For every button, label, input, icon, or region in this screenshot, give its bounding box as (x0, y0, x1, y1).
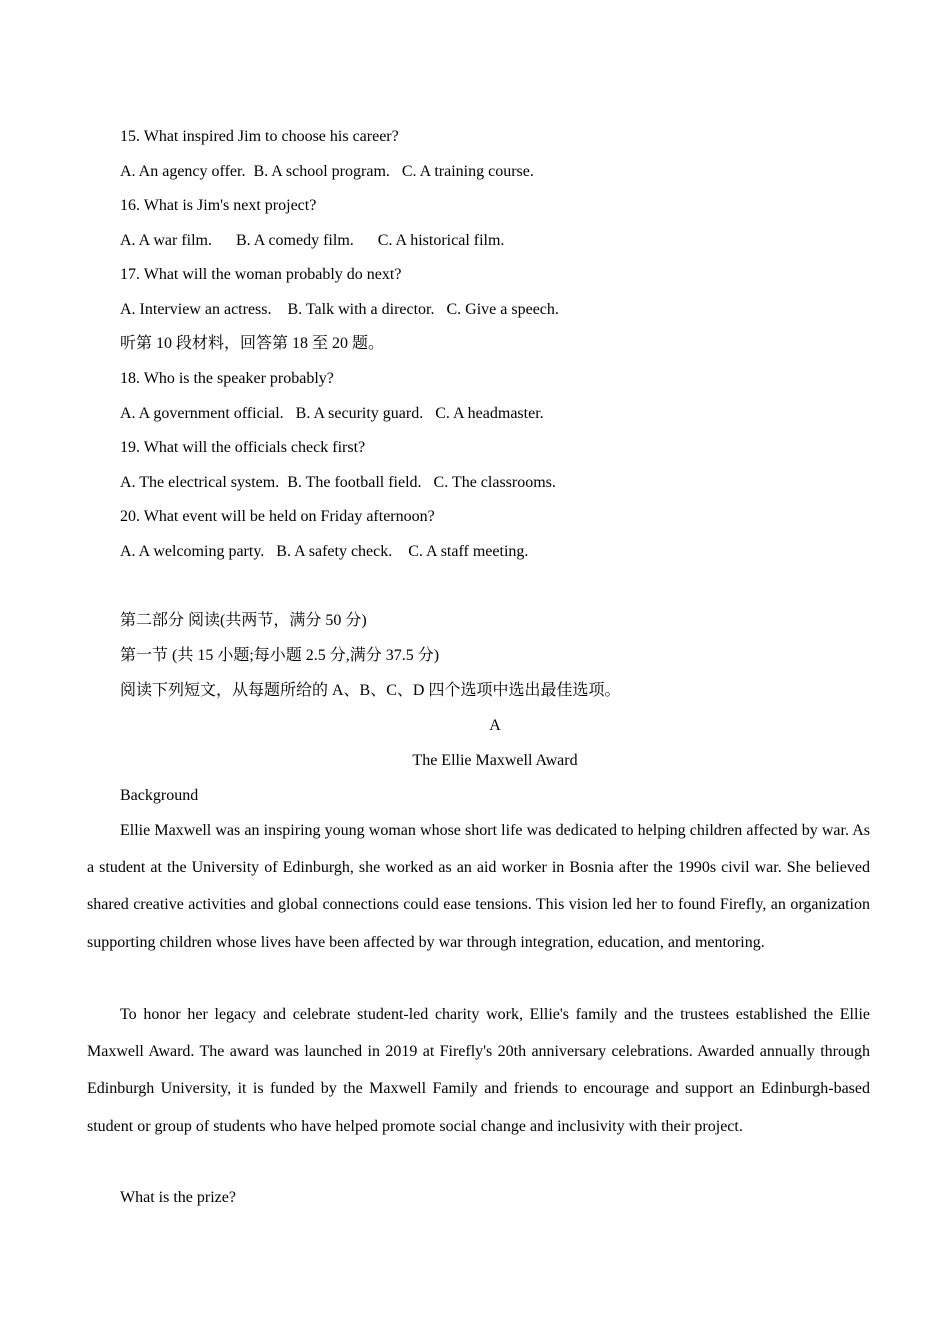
prize-heading: What is the prize? (120, 1189, 236, 1206)
question-18-options: A. A government official. B. A security guard. C. A headmaster. (120, 405, 544, 422)
question-16-options: A. A war film. B. A comedy film. C. A historical film. (120, 232, 505, 249)
reading-instruction: 阅读下列短文，从每题所给的 A、B、C、D 四个选项中选出最佳选项。 (120, 682, 621, 699)
section-one-title: 第一节 (共 15 小题;每小题 2.5 分,满分 37.5 分) (120, 647, 440, 664)
paragraph-background: Ellie Maxwell was an inspiring young woman whose short life was dedicated to helping children affected by war. As a student at the University of Edinburgh, she worked as an aid worker in Bosnia after the 1990s civil war. She believed shared creative activities and global connections could ease tensions. This vision led her to found Firefly, an organization supporting children whose lives have been affected by war through integration, education, and mentoring. (87, 822, 870, 951)
question-18: 18. Who is the speaker probably? (120, 370, 334, 387)
question-15-options: A. An agency offer. B. A school program. C. A training course. (120, 163, 534, 180)
question-17: 17. What will the woman probably do next? (120, 266, 402, 283)
passage-letter: A (489, 717, 501, 734)
background-heading: Background (120, 787, 199, 804)
question-16: 16. What is Jim's next project? (120, 197, 317, 214)
question-17-options: A. Interview an actress. B. Talk with a director. C. Give a speech. (120, 301, 559, 318)
question-20: 20. What event will be held on Friday afternoon? (120, 508, 435, 525)
question-19: 19. What will the officials check first? (120, 439, 366, 456)
passage-title: The Ellie Maxwell Award (412, 752, 578, 769)
section-10-instruction: 听第 10 段材料，回答第 18 至 20 题。 (120, 335, 385, 352)
paragraph-award: To honor her legacy and celebrate student-led charity work, Ellie's family and the trustees established the Ellie Maxwell Award. The award was launched in 2019 at Firefly's 20th anniversary celebrations. Awarded annually through Edinburgh University, it is funded by the Maxwell Family and friends to encourage and support an Edinburgh-based student or group of students who have helped promote social change and inclusivity with their project. (87, 1006, 870, 1135)
question-15: 15. What inspired Jim to choose his career? (120, 128, 399, 145)
question-20-options: A. A welcoming party. B. A safety check. C. A staff meeting. (120, 543, 529, 560)
part-two-title: 第二部分 阅读(共两节，满分 50 分) (120, 612, 367, 629)
question-19-options: A. The electrical system. B. The football field. C. The classrooms. (120, 474, 556, 491)
